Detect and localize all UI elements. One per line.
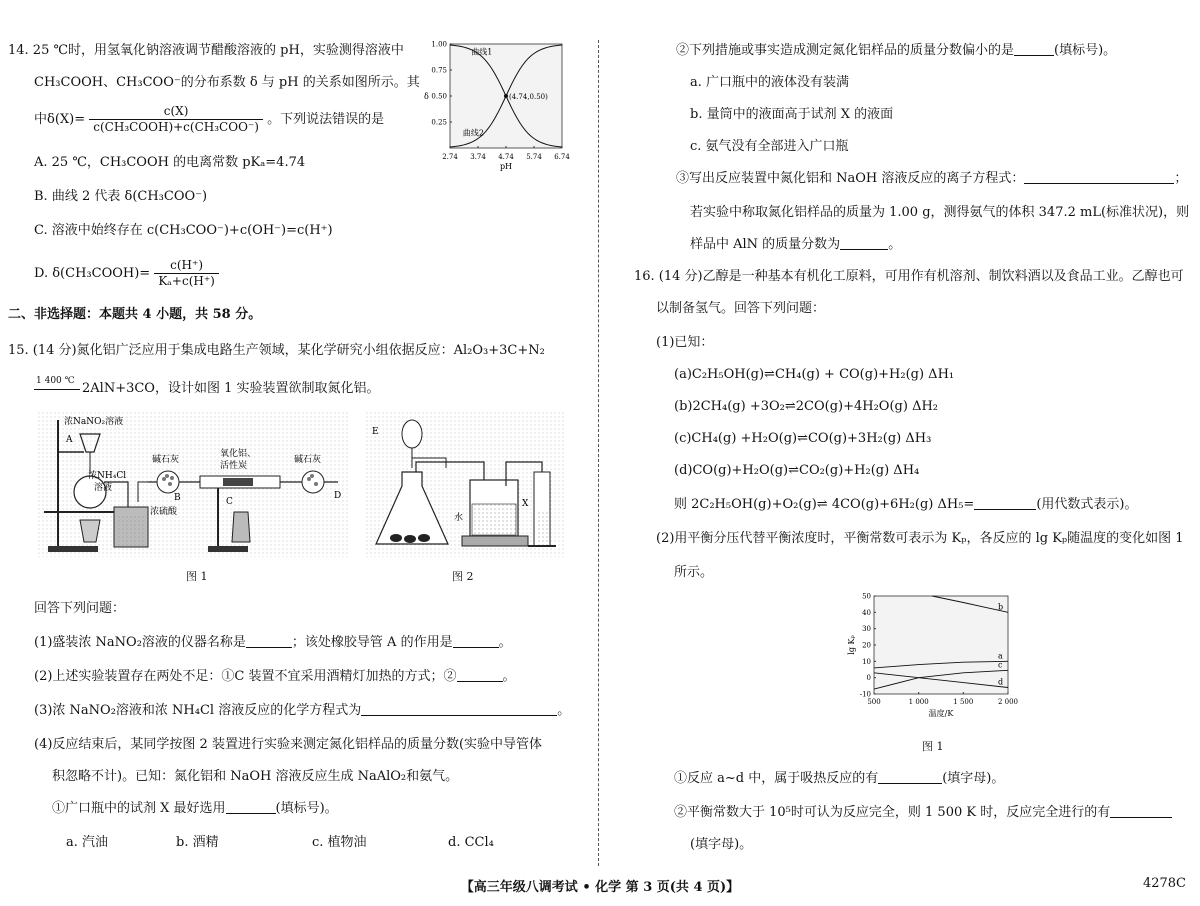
fig1-label-c: C <box>226 497 233 507</box>
q16-re-text: 则 2C₂H₅OH(g)+O₂(g)⇌ 4CO(g)+6H₂(g) ΔH₅= <box>674 497 975 512</box>
q15-r-line3 <box>676 170 1187 188</box>
q14-option-d <box>34 258 219 289</box>
q14-ytick-label: 0.25 <box>431 118 447 127</box>
q15-p1-blank2 <box>453 635 499 648</box>
q16-line1: 16. (14 分)乙醇是一种基本有机化工原料，可用作有机溶剂、制饮料酒以及食品工业。乙醇也可 <box>634 269 1184 284</box>
q14-optd-num: c(H⁺) <box>154 258 219 274</box>
q16-ytick-label: 40 <box>862 608 871 617</box>
q15-opt-a: a. 汽油 <box>66 835 109 850</box>
fig1-label-a: A <box>66 435 73 445</box>
q14-ylabel: δ <box>424 92 429 101</box>
q15-p4c-text: ①广口瓶中的试剂 X 最好选用 <box>52 801 226 816</box>
fig1-label-sodalime-2: 碱石灰 <box>294 455 322 465</box>
q15-part1 <box>34 634 512 652</box>
q14-option-b: B. 曲线 2 代表 δ(CH₃COO⁻) <box>34 189 208 204</box>
q14-frac-den: c(CH₃COOH)+c(CH₃COO⁻) <box>93 120 259 134</box>
q15r-l5-text: 样品中 AlN 的质量分数为 <box>690 237 841 252</box>
q14-line3 <box>34 104 384 135</box>
fig1-label-h2so4: 浓硫酸 <box>150 507 178 517</box>
q14-optd-fraction <box>154 258 219 289</box>
q16-question1 <box>674 770 1004 788</box>
q16-series-label-a: a <box>998 651 1003 661</box>
q16-ytick-label: 20 <box>862 641 871 650</box>
q15-figure1 <box>38 412 348 557</box>
q16-reaction-a: (a)C₂H₅OH(g)⇌CH₄(g) + CO(g)+H₂(g) ΔH₁ <box>674 367 955 382</box>
q14-line1: 14. 25 ℃时，用氢氧化钠溶液调节醋酸溶液的 pH，实验测得溶液中 <box>8 43 404 58</box>
fig1-label-solution: 溶液 <box>94 483 113 493</box>
q14-xtick-label: 3.74 <box>470 153 486 161</box>
q15r-l1-blank <box>1014 43 1054 56</box>
q16-ytick-label: 0 <box>866 674 871 683</box>
q16-re-end: (用代数式表示)。 <box>1036 497 1138 512</box>
q15-p1-text: (1)盛装浓 NaNO₂溶液的仪器名称是 <box>34 635 246 650</box>
q15-p3-text: (3)浓 NaNO₂溶液和浓 NH₄Cl 溶液反应的化学方程式为 <box>34 703 362 718</box>
q14-chart <box>418 38 570 174</box>
q14-xlabel: pH <box>499 162 513 171</box>
q16-ytick-label: -10 <box>859 690 871 699</box>
q15-r-opt-a: a. 广口瓶中的液体没有装满 <box>690 75 850 90</box>
q15r-l3-blank <box>1024 171 1174 184</box>
q15-r-line4: 若实验中称取氮化铝样品的质量为 1.00 g，测得氨气的体积 347.2 mL(标准状况)，则 <box>690 205 1190 220</box>
fig1-label-sodalime-1: 碱石灰 <box>152 455 180 465</box>
q16-plot-area <box>874 596 1008 694</box>
q15-opt-b: b. 酒精 <box>176 835 219 850</box>
q15-line2 <box>34 376 380 398</box>
q16-xlabel: 温度/K <box>928 709 954 718</box>
fig1-label-d: D <box>334 491 342 501</box>
q15-p4c-end: (填标号)。 <box>275 801 338 816</box>
q16-re-blank <box>974 497 1036 510</box>
q15-line2-text: 2AlN+3CO，设计如图 1 实验装置欲制取氮化铝。 <box>82 381 380 396</box>
q15-condition: 1 400 ℃ <box>36 376 75 386</box>
q16-xtick-label: 2 000 <box>997 698 1019 706</box>
q14-ytick-label: 0.50 <box>431 92 447 101</box>
q14-frac-num: c(X) <box>89 104 263 120</box>
q15r-l3-end: ； <box>1174 171 1188 186</box>
q16-chart <box>846 590 1024 722</box>
q16-part2-line1: (2)用平衡分压代替平衡浓度时，平衡常数可表示为 Kₚ，各反应的 lg Kₚ随温度的变化如图 1 <box>656 531 1184 546</box>
q15r-l3-text: ③写出反应装置中氮化铝和 NaOH 溶液反应的离子方程式： <box>676 171 1025 186</box>
q15-p4c-blank <box>226 801 276 814</box>
q16-q1-text: ①反应 a~d 中，属于吸热反应的有 <box>674 771 879 786</box>
q16-xtick-label: 1 500 <box>953 698 974 706</box>
fig1-label-b: B <box>174 493 181 503</box>
q14-ytick-label: 1.00 <box>431 40 447 49</box>
q15-r-opt-c: c. 氨气没有全部进入广口瓶 <box>690 139 849 154</box>
q16-xtick-label: 1 000 <box>908 698 929 706</box>
q15-part4-line1: (4)反应结束后，某同学按图 2 装置进行实验来测定氮化铝样品的质量分数(实验中导管体 <box>34 737 543 752</box>
q16-q1-blank <box>878 771 942 784</box>
page-footer <box>0 876 1200 898</box>
fig2-label-e: E <box>372 427 379 437</box>
q16-question2-hint: (填字母)。 <box>690 837 753 852</box>
q15-p2-blank <box>457 669 503 682</box>
q14-series-label-1: 曲线1 <box>471 47 493 57</box>
q14-intersection-point <box>504 94 508 98</box>
fig1-caption: 图 1 <box>186 570 208 583</box>
q16-series-label-d: d <box>998 677 1004 687</box>
q14-line3-suffix: 。下列说法错误的是 <box>267 112 385 127</box>
q15-p1-text2: ；该处橡胶导管 A 的作用是 <box>291 635 453 650</box>
q14-ytick-label: 0.75 <box>431 66 447 75</box>
q16-series-label-b: b <box>998 602 1004 612</box>
q16-part2-line2: 所示。 <box>674 565 714 580</box>
q14-line2: CH₃COOH、CH₃COO⁻的分布系数 δ 与 pH 的关系如图所示。其 <box>34 75 420 90</box>
q15r-l5-end: 。 <box>888 237 902 252</box>
q16-q2-text: ②平衡常数大于 10⁵时可认为反应完全，则 1 500 K 时，反应完全进行的有 <box>674 805 1111 820</box>
q15-r-opt-b: b. 量筒中的液面高于试剂 X 的液面 <box>690 107 894 122</box>
q16-series-label-c: c <box>998 660 1003 670</box>
fig1-label-nano2: 浓NaNO₂溶液 <box>64 417 124 427</box>
q15r-l1-end: (填标号)。 <box>1054 43 1117 58</box>
section-2-heading: 二、非选择题：本题共 4 小题，共 58 分。 <box>8 307 262 322</box>
q15-p3-blank <box>361 703 557 716</box>
q16-q2-blank <box>1110 805 1172 818</box>
q15-part4-q1 <box>52 800 338 818</box>
q16-reaction-c: (c)CH₄(g) +H₂O(g)⇌CO(g)+3H₂(g) ΔH₃ <box>674 431 932 446</box>
q15-p1-end: 。 <box>498 635 512 650</box>
fig1-label-nh4cl: 浓NH₄Cl <box>88 471 127 481</box>
q15-part4-line2: 积忽略不计)。已知：氮化铝和 NaOH 溶液反应生成 NaAlO₂和氨气。 <box>52 769 459 784</box>
q14-fraction <box>89 104 263 135</box>
footer-title: 【高三年级八调考试 • 化学 第 3 页(共 4 页)】 <box>460 880 740 895</box>
q15-part2 <box>34 668 516 686</box>
fig1-label-alumina: 氧化铝、 <box>220 449 257 459</box>
q15-reaction-arrow <box>34 376 82 398</box>
q14-optd-den: Kₐ+c(H⁺) <box>158 274 215 288</box>
q16-ytick-label: 50 <box>862 592 871 601</box>
q16-fig-caption: 图 1 <box>922 740 944 753</box>
q14-xtick-label: 6.74 <box>554 153 570 161</box>
q16-reaction-e <box>674 496 1137 514</box>
q15-r-line5 <box>690 236 901 254</box>
fig2-caption: 图 2 <box>452 570 474 583</box>
fig2-label-x: X <box>522 499 529 509</box>
column-divider <box>598 40 599 866</box>
footer-code: 4278C <box>1142 876 1186 891</box>
q16-q1-end: (填字母)。 <box>942 771 1005 786</box>
q15-p3-end: 。 <box>557 703 571 718</box>
fig2-label-water: 水 <box>454 513 464 523</box>
q15r-l1-text: ②下列措施或事实造成测定氮化铝样品的质量分数偏小的是 <box>676 43 1015 58</box>
q16-ytick-label: 10 <box>862 657 871 666</box>
q14-xtick-label: 5.74 <box>526 153 542 161</box>
q14-series-label-2: 曲线2 <box>462 128 484 138</box>
q14-option-c: C. 溶液中始终存在 c(CH₃COO⁻)+c(OH⁻)=c(H⁺) <box>34 223 333 238</box>
q15-p1-blank1 <box>246 635 292 648</box>
q16-question2 <box>674 804 1172 822</box>
q15-r-line1 <box>676 42 1116 60</box>
q14-delta-label: 中δ(X)= <box>34 112 86 127</box>
q15-opt-d: d. CCl₄ <box>448 835 494 850</box>
q16-reaction-d: (d)CO(g)+H₂O(g)⇌CO₂(g)+H₂(g) ΔH₄ <box>674 463 920 478</box>
q14-optd-prefix: D. δ(CH₃COOH)= <box>34 266 151 281</box>
q15-figure2 <box>366 412 566 557</box>
q15-p2-end: 。 <box>502 669 516 684</box>
q16-part1: (1)已知： <box>656 335 714 350</box>
q16-ylabel: lg Kₚ <box>847 635 856 655</box>
q15-line1: 15. (14 分)氮化铝广泛应用于集成电路生产领域，某化学研究小组依据反应：Al₂O₃+3C+N₂ <box>8 343 545 358</box>
q16-ytick-label: 30 <box>862 625 871 634</box>
q14-xtick-label: 4.74 <box>498 153 514 161</box>
q14-option-a: A. 25 ℃，CH₃COOH 的电离常数 pKₐ=4.74 <box>34 155 306 170</box>
q15-answer-intro: 回答下列问题： <box>34 601 126 616</box>
q16-reaction-b: (b)2CH₄(g) +3O₂⇌2CO(g)+4H₂O(g) ΔH₂ <box>674 399 938 414</box>
q16-line2: 以制备氢气。回答下列问题： <box>656 301 826 316</box>
q15-part3 <box>34 702 570 720</box>
q14-annotation: (4.74,0.50) <box>509 93 548 101</box>
q15-p2-text: (2)上述实验装置存在两处不足：①C 装置不宜采用酒精灯加热的方式；② <box>34 669 457 684</box>
q14-xtick-label: 2.74 <box>442 153 458 161</box>
q15r-l5-blank <box>840 237 888 250</box>
fig1-label-carbon: 活性炭 <box>220 461 248 471</box>
q15-opt-c: c. 植物油 <box>312 835 367 850</box>
q16-xtick-label: 500 <box>867 698 881 706</box>
